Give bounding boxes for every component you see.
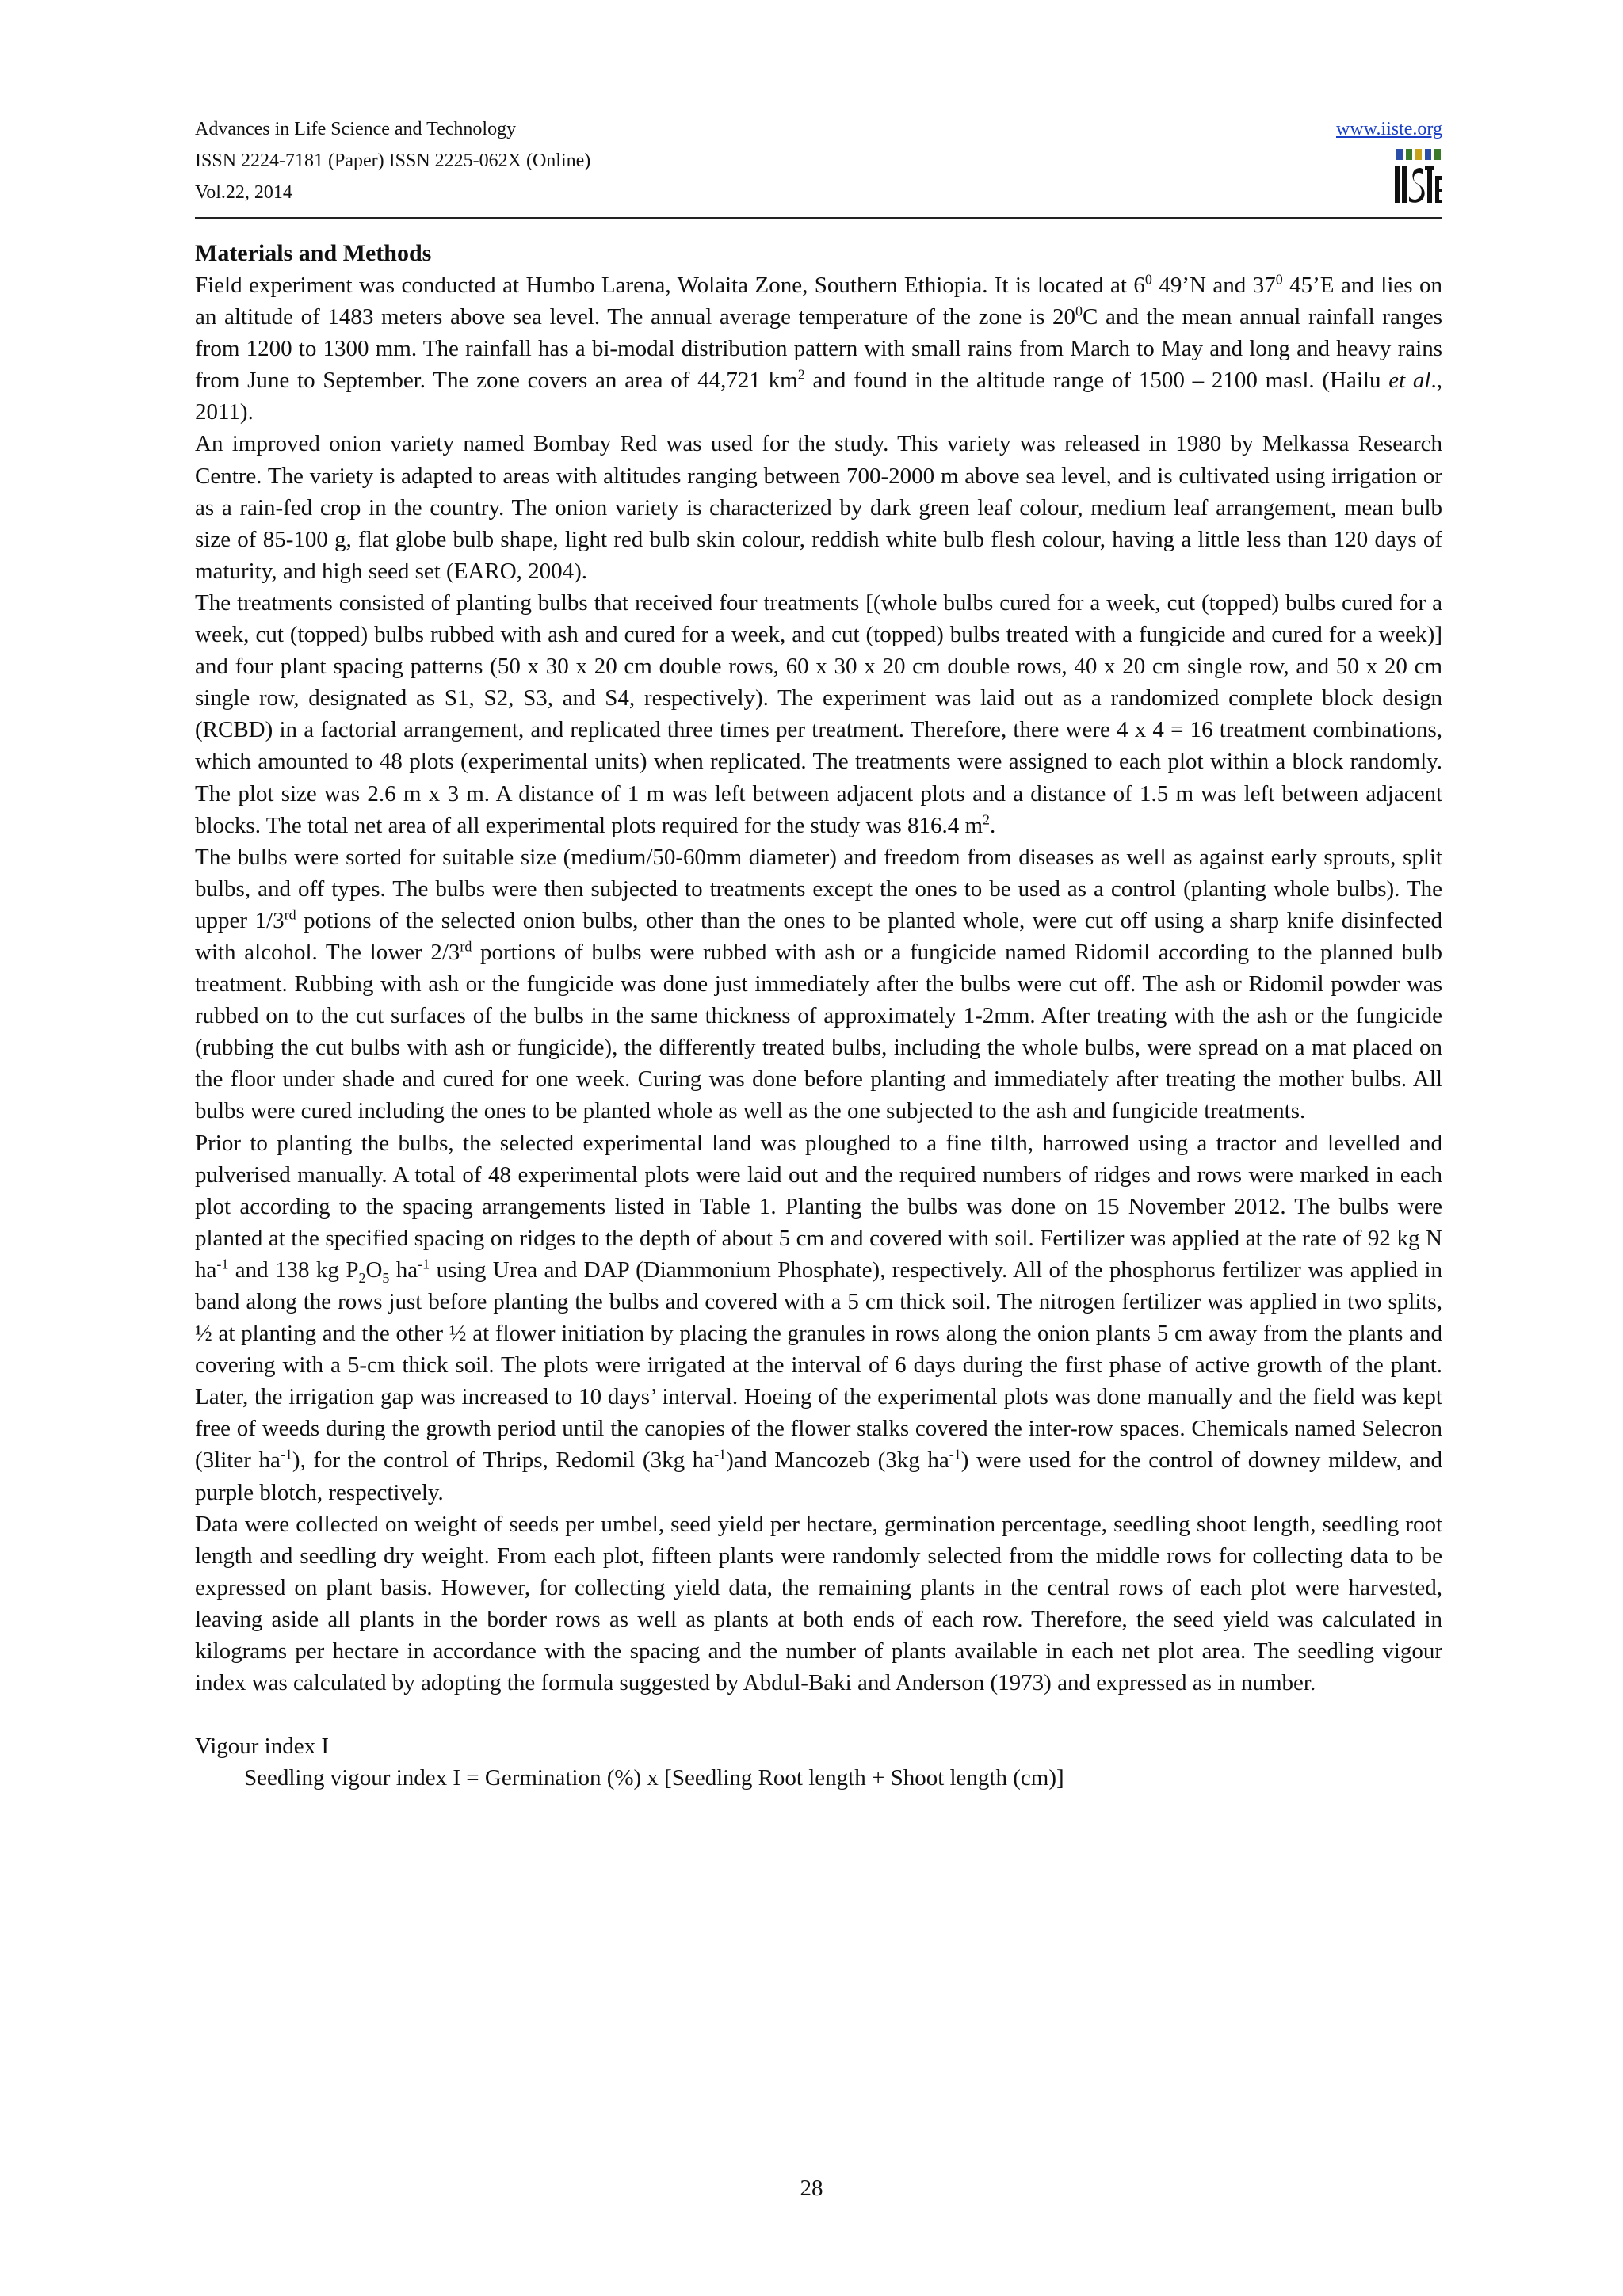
paragraph-field-management: Prior to planting the bulbs, the selected experimental land was ploughed to a fine tilth, harrowed using a tractor and levelled and pulverised manually. A total of 48 experimental plots were laid out and the required numbers of ridges and rows were marked in each plot according to the spacing arrangements listed in Table 1. Planting the bulbs was done on 15 November 2012. The bulbs were planted at the specified spacing on ridges to the depth of about 5 cm and covered with soil. Fertilizer was applied at the rate of 92 kg N $ha^{-1}$ and 138 kg $P_2O_5$ $ha^{-1}$ using Urea and DAP (Diammonium Phosphate), respectively. All of the phosphorus fertilizer was applied in band along the rows just before planting the bulbs and covered with a 5 cm thick soil. The nitrogen fertilizer was applied in two splits, ½ at planting and the other ½ at flower initiation by placing the granules in rows along the onion plants 5 cm away from the plants and covering with a 5-cm thick soil. The plots were irrigated at the interval of 6 days during the first phase of active growth of the plant. Later, the irrigation gap was increased to 10 days’ interval. Hoeing of the experimental plots was done manually and the field was kept free of weeds during the growth period until the canopies of the flower stalks covered the inter-row spaces. Chemicals named Selecron (3liter $ha^{-1}$), for the control of Thrips, Redomil (3kg $ha^{-1})and$ Mancozeb (3kg $ha^{-1}$) were used for the control of downey mildew, and purple blotch, respectively. (195, 1130, 1442, 1505)
page-number: 28 (800, 2176, 823, 2201)
journal-issn: ISSN 2224-7181 (Paper) ISSN 2225-062X (Online) (195, 151, 591, 171)
formula-title: Vigour index I (195, 1733, 330, 1760)
journal-name: Advances in Life Science and Technology (195, 119, 517, 139)
paragraph-variety: An improved onion variety named Bombay Red was used for the study. This variety was released in 1980 by Melkassa Research Centre. The variety is adapted to areas with altitudes ranging between 700-2000 m above sea level, and is cultivated using irrigation or as a rain-fed crop in the country. The onion variety is characterized by dark green leaf colour, medium leaf arrangement, mean bulb size of 85-100 g, flat globe bulb shape, light red bulb skin colour, reddish white bulb flesh colour, having a little less than 120 days of maturity, and high seed set (EARO, 2004). (195, 431, 1442, 584)
paragraph-study-site: Field experiment was conducted at Humbo Larena, Wolaita Zone, Southern Ethiopia. It is located at $6^0$ 49’N and $37^0$ 45’E and lies on an altitude of 1483 meters above sea level. The annual average temperature of the zone is $20^0C$ and the mean annual rainfall ranges from 1200 to 1300 mm. The rainfall has a bi-modal distribution pattern with small rains from March to May and long and heavy rains from June to September. The zone covers an area of 44,721 $km^2$ and found in the altitude range of 1500 – 2100 masl. (Hailu et al., 2011). (195, 271, 1442, 425)
website-link[interactable]: www.iiste.org (1336, 119, 1442, 139)
journal-header (195, 111, 1442, 219)
journal-volume: Vol.22, 2014 (195, 182, 292, 203)
iiste-logo (1393, 147, 1442, 209)
article-body (195, 238, 1442, 1794)
vigour-index-formula: Seedling vigour index I = Germination (%) x [Seedling Root length + Shoot length (cm)] (244, 1765, 1064, 1791)
paragraph-treatments: The treatments consisted of planting bulbs that received four treatments [(whole bulbs cured for a week, cut (topped) bulbs cured for a week, cut (topped) bulbs rubbed with ash and cured for a week, and cut (topped) bulbs treated with a fungicide and cured for a week)] and four plant spacing patterns (50 x 30 x 20 cm double rows, 60 x 30 x 20 cm double rows, 40 x 20 cm single row, and 50 x 20 cm single row, designated as S1, S2, S3, and S4, respectively). The experiment was laid out as a randomized complete block design (RCBD) in a factorial arrangement, and replicated three times per treatment. Therefore, there were 4 x 4 = 16 treatment combinations, which amounted to 48 plots (experimental units) when replicated. The treatments were assigned to each plot within a block randomly. The plot size was 2.6 m x 3 m. A distance of 1 m was left between adjacent plots and a distance of 1.5 m was left between adjacent blocks. The total net area of all experimental plots required for the study was 816.4 $m^2$. (195, 589, 1442, 838)
paragraph-bulb-preparation: The bulbs were sorted for suitable size (medium/50-60mm diameter) and freedom from diseases as well as against early sprouts, split bulbs, and off types. The bulbs were then subjected to treatments except the ones to be used as a control (planting whole bulbs). The upper 1/3rd potions of the selected onion bulbs, other than the ones to be planted whole, were cut off using a sharp knife disinfected with alcohol. The lower 2/3rd portions of bulbs were rubbed with ash or a fungicide named Ridomil according to the planned bulb treatment. Rubbing with ash or the fungicide was done just immediately after the bulbs were cut off. The ash or Ridomil powder was rubbed on to the cut surfaces of the bulbs in the same thickness of approximately 1-2mm. After treating with the ash or the fungicide (rubbing the cut bulbs with ash or fungicide), the differently treated bulbs, including the whole bulbs, were spread on a mat placed on the floor under shade and cured for one week. Curing was done before planting and immediately after treating the mother bulbs. All bulbs were cured including the ones to be planted whole as well as the one subjected to the ash and fungicide treatments. (195, 844, 1443, 1124)
section-title: Materials and Methods (195, 240, 432, 266)
paragraph-data-collection: Data were collected on weight of seeds per umbel, seed yield per hectare, germination percentage, seedling shoot length, seedling root length and seedling dry weight. From each plot, fifteen plants were randomly selected from the middle rows for collecting data to be expressed on plant basis. However, for collecting yield data, the remaining plants in the central rows of each plot were harvested, leaving aside all plants in the border rows as well as plants at both ends of each row. Therefore, the seed yield was calculated in kilograms per hectare in accordance with the spacing and the number of plants available in each net plot area. The seedling vigour index was calculated by adopting the formula suggested by Abdul-Baki and Anderson (1973) and expressed as in number. (195, 1511, 1442, 1696)
spacer (195, 1699, 1442, 1730)
